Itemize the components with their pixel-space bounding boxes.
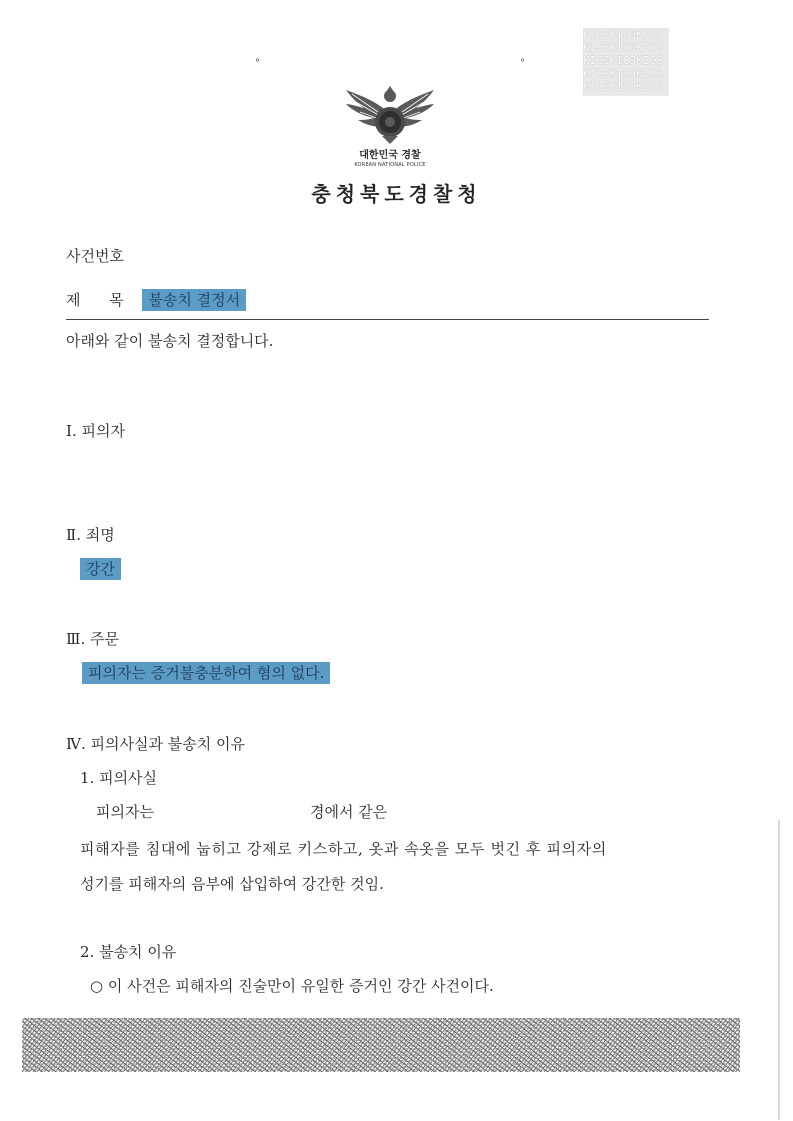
facts-subtitle: 1. 피의사실 bbox=[80, 769, 158, 787]
subject-value: 불송치 결정서 bbox=[142, 289, 246, 311]
section-1-title: Ⅰ. 피의자 bbox=[66, 422, 125, 440]
facts-line-1a: 피의자는 bbox=[96, 803, 154, 821]
reason-line-1: ○ 이 사건은 피해자의 진술만이 유일한 증거인 강간 사건이다. bbox=[90, 977, 494, 995]
reason-subtitle: 2. 불송치 이유 bbox=[80, 943, 177, 961]
charge-highlight: 강간 bbox=[80, 558, 121, 580]
punch-mark-right: ° bbox=[520, 58, 525, 69]
section-3-title: Ⅲ. 주문 bbox=[66, 630, 119, 648]
facts-line-3: 성기를 피해자의 음부에 삽입하여 강간한 것임. bbox=[80, 875, 384, 893]
punch-mark-left: ° bbox=[255, 58, 260, 69]
subject-row bbox=[66, 289, 246, 310]
facts-line-1b: 경에서 같은 bbox=[310, 803, 388, 821]
disposition-value bbox=[82, 662, 330, 683]
charge-value bbox=[80, 558, 121, 579]
logo-english-name: KOREAN NATIONAL POLICE bbox=[354, 162, 426, 168]
facts-line-2: 피해자를 침대에 눕히고 강제로 키스하고, 옷과 속옷을 모두 벗긴 후 피의자의 bbox=[80, 840, 607, 858]
scan-edge-line bbox=[778, 820, 780, 1120]
disposition-highlight: 피의자는 증거불충분하여 혐의 없다. bbox=[82, 662, 330, 684]
case-number-label: 사건번호 bbox=[66, 247, 124, 265]
header-divider bbox=[66, 319, 709, 320]
section-2-title: Ⅱ. 죄명 bbox=[66, 526, 115, 544]
kics-watermark-stamp: KICSKICSKICS KICSKICSKICS KICSKICSKICS KICSKICSKICS KICSKICSKICS bbox=[583, 28, 669, 96]
agency-title: 충청북도경찰청 bbox=[311, 182, 482, 206]
police-logo-text bbox=[340, 146, 440, 168]
logo-korean-name: 대한민국 경찰 bbox=[359, 150, 421, 161]
police-emblem-icon bbox=[340, 84, 440, 146]
section-4-title: Ⅳ. 피의사실과 불송치 이유 bbox=[66, 735, 245, 753]
redacted-scan-area bbox=[22, 1018, 740, 1072]
subject-label: 제 목 bbox=[66, 291, 124, 309]
intro-text: 아래와 같이 불송치 결정합니다. bbox=[66, 332, 274, 350]
